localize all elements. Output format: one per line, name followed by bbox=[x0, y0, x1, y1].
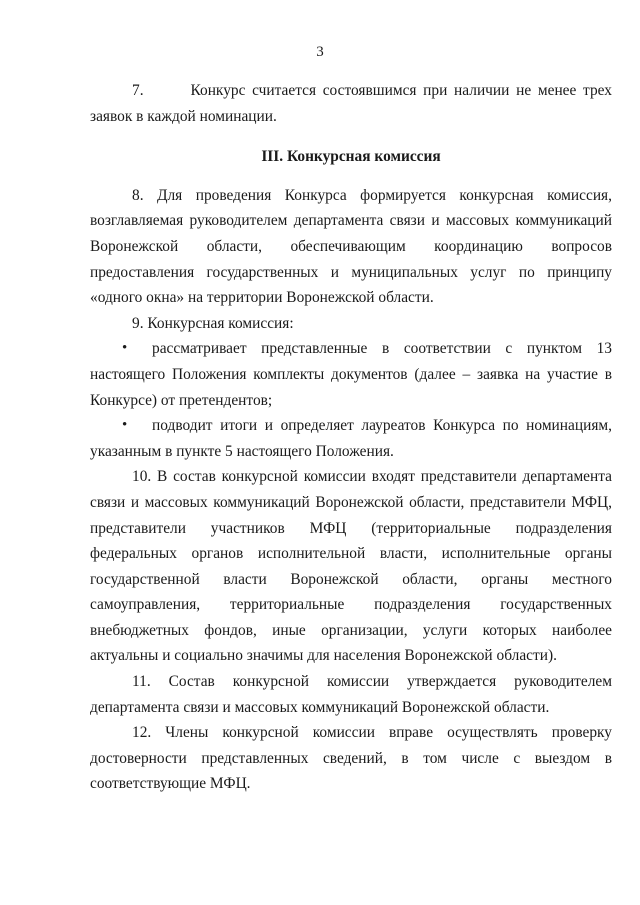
paragraph-11: 11. Состав конкурсной комиссии утверждается руководителем департамента связи и массовых коммуникаций Воронежской области. bbox=[90, 673, 612, 716]
bullet-text-2: подводит итоги и определяет лауреатов Конкурса по номинациям, указанным в пункте 5 настоящего Положения. bbox=[90, 417, 612, 460]
paragraph-7: 7. Конкурс считается состоявшимся при наличии не менее трех заявок в каждой номинации. bbox=[90, 82, 612, 125]
paragraph-10: 10. В состав конкурсной комиссии входят представители департамента связи и массовых коммуникаций Воронежской области, представители МФЦ, представители участников МФЦ (территориальные подразделения федеральных органов исполнительной власти, исполнительные органы государственной власти Воронежской области, органы местного самоуправления, территориальные подразделения государственных внебюджетных фондов, иные организации, услуги которых наиболее актуальны и социально значимы для населения Воронежской области). bbox=[90, 468, 612, 665]
bullet-icon: • bbox=[122, 417, 128, 434]
paragraph-8: 8. Для проведения Конкурса формируется конкурсная комиссия, возглавляемая руководителем департамента связи и массовых коммуникаций Воронежской области, обеспечивающим координацию вопросов предоставления государственных и муниципальных услуг по принципу «одного окна» на территории Воронежской области. bbox=[90, 186, 612, 307]
section-title: III. Конкурсная комиссия bbox=[261, 148, 441, 166]
paragraph-12: 12. Члены конкурсной комиссии вправе осуществлять проверку достоверности представленных сведений, в том числе с выездом в соответствующие МФЦ. bbox=[90, 724, 612, 793]
bullet-text-1: рассматривает представленные в соответствии с пунктом 13 настоящего Положения комплекты документов (далее – заявка на участие в Конкурсе) от претендентов; bbox=[90, 340, 612, 409]
page-number: 3 bbox=[316, 44, 324, 60]
paragraph-9: 9. Конкурсная комиссия: bbox=[132, 314, 294, 332]
document-body bbox=[90, 78, 612, 797]
bullet-item-2 bbox=[90, 413, 612, 464]
bullet-icon: • bbox=[122, 340, 128, 357]
bullet-item-1 bbox=[90, 336, 612, 413]
